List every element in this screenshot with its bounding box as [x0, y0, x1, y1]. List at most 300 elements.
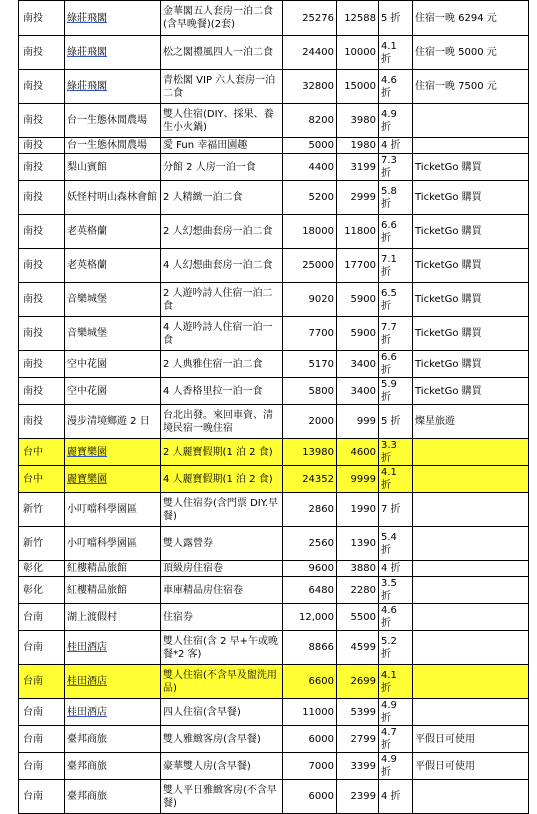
table-row — [19, 181, 529, 215]
discount-cell — [379, 439, 413, 466]
discount-cell — [379, 317, 413, 351]
item-cell-text: 住宿券 — [163, 611, 193, 623]
price-cell — [283, 378, 337, 405]
item-cell — [161, 1, 283, 36]
name-cell — [65, 405, 161, 439]
region-cell — [19, 561, 65, 577]
region-cell — [19, 36, 65, 70]
sale-price-cell — [337, 631, 379, 665]
sale-price-cell-text: 11800 — [344, 226, 376, 237]
price-cell — [283, 577, 337, 604]
price-cell — [283, 154, 337, 181]
name-cell — [65, 154, 161, 181]
price-cell-text: 2560 — [308, 538, 334, 549]
item-cell — [161, 378, 283, 405]
sale-price-cell-text: 5399 — [350, 706, 376, 718]
name-cell — [65, 138, 161, 154]
sale-price-cell-text: 1390 — [350, 538, 376, 549]
name-cell-text: 老英格蘭 — [67, 260, 107, 271]
note-cell-text: 平假日可使用 — [415, 760, 475, 772]
item-cell-text: 松之閣禮風四人一泊二食 — [163, 47, 273, 58]
note-cell-text: TicketGo 購買 — [415, 192, 482, 203]
price-cell — [283, 699, 337, 726]
name-cell — [65, 665, 161, 699]
region-cell — [19, 665, 65, 699]
name-cell-text: 桂田酒店 — [67, 676, 107, 687]
item-cell-text: 雙人住宿(DIY、採果、養生小火鍋) — [163, 108, 274, 133]
price-cell — [283, 604, 337, 631]
price-cell-text: 32800 — [302, 81, 334, 92]
sale-price-cell — [337, 138, 379, 154]
table-row — [19, 439, 529, 466]
note-cell — [413, 604, 529, 631]
table-row — [19, 1, 529, 36]
item-cell-text: 青松閣 VIP 六人套房一泊二食 — [163, 74, 276, 99]
region-cell — [19, 726, 65, 753]
price-cell-text: 25276 — [302, 12, 334, 24]
region-cell-text: 南投 — [23, 385, 43, 397]
note-cell — [413, 138, 529, 154]
name-cell — [65, 753, 161, 780]
price-cell — [283, 439, 337, 466]
region-cell — [19, 604, 65, 631]
region-cell-text: 南投 — [23, 12, 43, 24]
discount-cell — [379, 631, 413, 665]
note-cell — [413, 439, 529, 466]
table-row — [19, 154, 529, 181]
item-cell — [161, 439, 283, 466]
name-cell — [65, 215, 161, 249]
item-cell — [161, 780, 283, 814]
sale-price-cell — [337, 283, 379, 317]
sale-price-cell-text: 1980 — [350, 140, 376, 151]
name-cell — [65, 317, 161, 351]
price-cell-text: 18000 — [302, 226, 334, 237]
note-cell — [413, 493, 529, 527]
table-row — [19, 215, 529, 249]
sale-price-cell-text: 10000 — [344, 47, 376, 58]
sale-price-cell — [337, 726, 379, 753]
name-cell-text: 音樂城堡 — [67, 328, 107, 339]
table-row — [19, 70, 529, 104]
region-cell — [19, 780, 65, 814]
name-cell-text: 綠莊飛閣 — [67, 81, 107, 92]
price-cell — [283, 493, 337, 527]
region-cell-text: 台中 — [23, 446, 43, 458]
note-cell-text: TicketGo 購買 — [415, 358, 482, 370]
item-cell — [161, 104, 283, 138]
region-cell — [19, 699, 65, 726]
item-cell — [161, 138, 283, 154]
price-cell-text: 8200 — [308, 115, 334, 126]
region-cell-text: 南投 — [23, 47, 43, 58]
note-cell — [413, 665, 529, 699]
sale-price-cell — [337, 527, 379, 561]
name-cell-text: 梨山賓館 — [67, 161, 107, 173]
discount-cell-text: 5 折 — [381, 416, 401, 427]
sale-price-cell-text: 5500 — [350, 611, 376, 623]
price-cell-text: 7000 — [308, 760, 334, 772]
price-cell — [283, 351, 337, 378]
price-cell-text: 11000 — [302, 706, 334, 718]
sale-price-cell — [337, 493, 379, 527]
sale-price-cell — [337, 466, 379, 493]
discount-cell-text: 3.3 折 — [381, 440, 397, 464]
region-cell-text: 台南 — [23, 733, 43, 745]
region-cell — [19, 154, 65, 181]
sale-price-cell-text: 5900 — [350, 294, 376, 305]
note-cell — [413, 527, 529, 561]
table-row — [19, 577, 529, 604]
note-cell — [413, 378, 529, 405]
item-cell — [161, 527, 283, 561]
sale-price-cell — [337, 1, 379, 36]
item-cell-text: 雙人雅緻客房(含早餐) — [163, 733, 261, 745]
name-cell — [65, 104, 161, 138]
name-cell-text: 台一生態休閒農場 — [67, 115, 147, 126]
name-cell — [65, 699, 161, 726]
name-cell — [65, 726, 161, 753]
table-row — [19, 351, 529, 378]
item-cell-text: 2 人麗寶假期(1 泊 2 食) — [163, 446, 273, 458]
item-cell — [161, 181, 283, 215]
note-cell-text: 住宿一晚 6294 元 — [415, 12, 497, 24]
region-cell — [19, 577, 65, 604]
name-cell-text: 麗寶樂園 — [67, 473, 107, 485]
name-cell — [65, 378, 161, 405]
region-cell-text: 新竹 — [23, 504, 43, 515]
price-cell-text: 6000 — [308, 733, 334, 745]
note-cell-text: TicketGo 購買 — [415, 226, 482, 237]
note-cell — [413, 753, 529, 780]
item-cell — [161, 561, 283, 577]
discount-cell — [379, 466, 413, 493]
table-row — [19, 561, 529, 577]
item-cell — [161, 631, 283, 665]
price-cell-text: 25000 — [302, 260, 334, 271]
item-cell — [161, 317, 283, 351]
region-cell-text: 南投 — [23, 115, 43, 126]
region-cell-text: 台南 — [23, 611, 43, 623]
price-cell — [283, 1, 337, 36]
note-cell-text: 住宿一晚 7500 元 — [415, 81, 497, 92]
note-cell — [413, 36, 529, 70]
price-cell — [283, 405, 337, 439]
item-cell-text: 4 人麗寶假期(1 泊 2 食) — [163, 473, 273, 485]
sale-price-cell-text: 12588 — [344, 12, 376, 24]
discount-cell-text: 5.9 折 — [381, 379, 397, 403]
note-cell — [413, 215, 529, 249]
sale-price-cell — [337, 405, 379, 439]
table-row — [19, 604, 529, 631]
item-cell-text: 分館 2 人房一泊一食 — [163, 161, 256, 173]
region-cell — [19, 317, 65, 351]
discount-cell — [379, 215, 413, 249]
sale-price-cell-text: 2399 — [350, 791, 376, 802]
table-row — [19, 780, 529, 814]
item-cell — [161, 466, 283, 493]
note-cell — [413, 181, 529, 215]
table-row — [19, 36, 529, 70]
sale-price-cell-text: 4599 — [350, 642, 376, 653]
note-cell — [413, 154, 529, 181]
sale-price-cell-text: 4600 — [350, 446, 376, 458]
region-cell-text: 新竹 — [23, 538, 43, 549]
table-row — [19, 665, 529, 699]
price-cell — [283, 561, 337, 577]
sale-price-cell — [337, 249, 379, 283]
sale-price-cell-text: 9999 — [350, 473, 376, 485]
note-cell — [413, 283, 529, 317]
name-cell-text: 老英格蘭 — [67, 226, 107, 237]
name-cell-text: 臺邦商旅 — [67, 733, 107, 745]
item-cell-text: 4 人香格里拉一泊一食 — [163, 385, 263, 397]
region-cell — [19, 70, 65, 104]
item-cell-text: 雙人住宿(含 2 早+午或晚餐*2 客) — [163, 635, 278, 660]
table-row — [19, 138, 529, 154]
region-cell-text: 南投 — [23, 140, 43, 151]
note-cell-text: TicketGo 購買 — [415, 385, 482, 397]
price-cell-text: 9020 — [308, 294, 334, 305]
discount-cell — [379, 561, 413, 577]
note-cell-text: 平假日可使用 — [415, 733, 475, 745]
sale-price-cell-text: 3880 — [350, 563, 376, 574]
note-cell — [413, 317, 529, 351]
price-cell-text: 6480 — [308, 584, 334, 596]
name-cell — [65, 439, 161, 466]
discount-cell-text: 4 折 — [381, 140, 401, 151]
region-cell-text: 南投 — [23, 294, 43, 305]
name-cell — [65, 604, 161, 631]
price-cell — [283, 70, 337, 104]
discount-cell — [379, 351, 413, 378]
sale-price-cell-text: 3400 — [350, 358, 376, 370]
region-cell — [19, 283, 65, 317]
price-cell-text: 24352 — [302, 473, 334, 485]
item-cell — [161, 604, 283, 631]
name-cell — [65, 466, 161, 493]
region-cell-text: 彰化 — [23, 584, 43, 596]
discount-cell — [379, 753, 413, 780]
region-cell-text: 南投 — [23, 161, 43, 173]
price-cell-text: 24400 — [302, 47, 334, 58]
sale-price-cell — [337, 577, 379, 604]
discount-cell — [379, 138, 413, 154]
name-cell — [65, 561, 161, 577]
note-cell-text: TicketGo 購買 — [415, 260, 482, 271]
sale-price-cell-text: 5900 — [350, 328, 376, 339]
name-cell-text: 空中花園 — [67, 385, 107, 397]
price-cell — [283, 317, 337, 351]
discount-cell — [379, 493, 413, 527]
discount-cell-text: 5.8 折 — [381, 185, 397, 210]
region-cell — [19, 753, 65, 780]
price-cell — [283, 665, 337, 699]
price-cell-text: 13980 — [302, 446, 334, 458]
name-cell — [65, 283, 161, 317]
name-cell — [65, 780, 161, 814]
note-cell — [413, 780, 529, 814]
price-cell — [283, 138, 337, 154]
price-cell-text: 8866 — [308, 642, 334, 653]
region-cell-text: 南投 — [23, 192, 43, 203]
note-cell — [413, 70, 529, 104]
item-cell-text: 2 人典雅住宿一泊二食 — [163, 358, 263, 370]
name-cell — [65, 631, 161, 665]
item-cell — [161, 283, 283, 317]
discount-cell-text: 4.1 折 — [381, 669, 397, 694]
region-cell-text: 南投 — [23, 328, 43, 339]
discount-cell-text: 4 折 — [381, 563, 401, 574]
sale-price-cell — [337, 753, 379, 780]
discount-cell — [379, 104, 413, 138]
item-cell-text: 雙人住宿券(含門票 DIY.早餐) — [163, 497, 278, 522]
discount-cell-text: 3.5 折 — [381, 578, 397, 602]
price-cell-text: 2860 — [308, 504, 334, 515]
sale-price-cell-text: 15000 — [344, 81, 376, 92]
price-cell — [283, 249, 337, 283]
region-cell-text: 南投 — [23, 226, 43, 237]
discount-cell-text: 6.5 折 — [381, 287, 397, 312]
discount-cell-text: 5 折 — [381, 12, 401, 24]
price-cell-text: 5200 — [308, 192, 334, 203]
name-cell-text: 臺邦商旅 — [67, 760, 107, 772]
region-cell-text: 南投 — [23, 416, 43, 427]
discount-cell-text: 7 折 — [381, 504, 401, 515]
note-cell — [413, 577, 529, 604]
item-cell-text: 愛 Fun 幸福田園趣 — [163, 140, 248, 151]
item-cell — [161, 36, 283, 70]
sale-price-cell — [337, 351, 379, 378]
sale-price-cell — [337, 317, 379, 351]
region-cell-text: 台南 — [23, 760, 43, 772]
sale-price-cell-text: 17700 — [344, 260, 376, 271]
region-cell-text: 南投 — [23, 260, 43, 271]
region-cell — [19, 138, 65, 154]
name-cell-text: 綠莊飛閣 — [67, 12, 107, 24]
item-cell — [161, 70, 283, 104]
item-cell — [161, 577, 283, 604]
table-row — [19, 405, 529, 439]
price-cell — [283, 215, 337, 249]
note-cell — [413, 351, 529, 378]
note-cell-text: 住宿一晚 5000 元 — [415, 47, 497, 58]
region-cell-text: 台南 — [23, 676, 43, 687]
name-cell-text: 桂田酒店 — [67, 706, 107, 718]
item-cell — [161, 154, 283, 181]
sale-price-cell-text: 2799 — [350, 733, 376, 745]
price-cell — [283, 466, 337, 493]
name-cell-text: 湖上渡假村 — [67, 611, 117, 623]
name-cell-text: 漫步清境鄉遊 2 日 — [67, 416, 150, 427]
note-cell-text: TicketGo 購買 — [415, 328, 482, 339]
name-cell — [65, 577, 161, 604]
item-cell-text: 四人住宿(含早餐) — [163, 706, 241, 718]
note-cell — [413, 249, 529, 283]
discount-cell — [379, 699, 413, 726]
region-cell — [19, 104, 65, 138]
table-row — [19, 249, 529, 283]
sale-price-cell-text: 999 — [356, 416, 376, 427]
discount-cell-text: 4.9 折 — [381, 754, 397, 778]
item-cell-text: 雙人住宿(不含早及盥洗用品) — [163, 669, 277, 694]
region-cell-text: 南投 — [23, 81, 43, 92]
item-cell — [161, 665, 283, 699]
price-cell-text: 5170 — [308, 358, 334, 370]
name-cell — [65, 527, 161, 561]
sale-price-cell — [337, 439, 379, 466]
discount-cell — [379, 405, 413, 439]
name-cell-text: 桂田酒店 — [67, 642, 107, 653]
note-cell — [413, 699, 529, 726]
name-cell-text: 音樂城堡 — [67, 294, 107, 305]
sale-price-cell-text: 3400 — [350, 385, 376, 397]
price-cell-text: 2000 — [308, 416, 334, 427]
item-cell-text: 4 人幻想曲套房一泊二食 — [163, 260, 273, 271]
sale-price-cell-text: 1990 — [350, 504, 376, 515]
region-cell — [19, 378, 65, 405]
name-cell-text: 麗寶樂園 — [67, 446, 107, 458]
region-cell — [19, 405, 65, 439]
sale-price-cell-text: 3980 — [350, 115, 376, 126]
note-cell-text: TicketGo 購買 — [415, 161, 482, 173]
price-cell-text: 12,000 — [299, 611, 334, 623]
item-cell-text: 車庫精品房住宿卷 — [163, 584, 243, 596]
discount-table — [18, 0, 529, 814]
table-row — [19, 527, 529, 561]
discount-cell — [379, 577, 413, 604]
item-cell-text: 雙人平日雅緻客房(不含早餐) — [163, 784, 277, 809]
discount-cell — [379, 249, 413, 283]
discount-cell — [379, 665, 413, 699]
price-cell-text: 4400 — [308, 161, 334, 173]
discount-cell-text: 5.2 折 — [381, 635, 397, 660]
sale-price-cell — [337, 561, 379, 577]
name-cell — [65, 1, 161, 36]
discount-cell — [379, 604, 413, 631]
region-cell — [19, 351, 65, 378]
price-cell-text: 5000 — [308, 140, 334, 151]
discount-cell — [379, 527, 413, 561]
item-cell-text: 2 人幻想曲套房一泊二食 — [163, 226, 273, 237]
region-cell-text: 台南 — [23, 791, 43, 802]
item-cell — [161, 726, 283, 753]
region-cell — [19, 493, 65, 527]
discount-cell-text: 7.7 折 — [381, 321, 397, 346]
region-cell-text: 台南 — [23, 642, 43, 653]
region-cell — [19, 439, 65, 466]
item-cell-text: 4 人遊吟詩人住宿一泊一食 — [163, 321, 273, 346]
sale-price-cell — [337, 699, 379, 726]
name-cell-text: 紅樓精品旅館 — [67, 563, 127, 574]
name-cell-text: 紅樓精品旅館 — [67, 584, 127, 596]
item-cell — [161, 753, 283, 780]
discount-cell — [379, 726, 413, 753]
item-cell — [161, 699, 283, 726]
item-cell — [161, 493, 283, 527]
discount-cell-text: 6.6 折 — [381, 352, 397, 376]
discount-cell-text: 4.6 折 — [381, 74, 397, 99]
sale-price-cell — [337, 215, 379, 249]
discount-cell-text: 4.6 折 — [381, 605, 397, 629]
region-cell — [19, 215, 65, 249]
discount-cell-text: 7.3 折 — [381, 155, 397, 179]
discount-cell — [379, 1, 413, 36]
item-cell — [161, 405, 283, 439]
name-cell-text: 妖怪村明山森林會館 — [67, 192, 157, 203]
region-cell — [19, 181, 65, 215]
note-cell — [413, 405, 529, 439]
